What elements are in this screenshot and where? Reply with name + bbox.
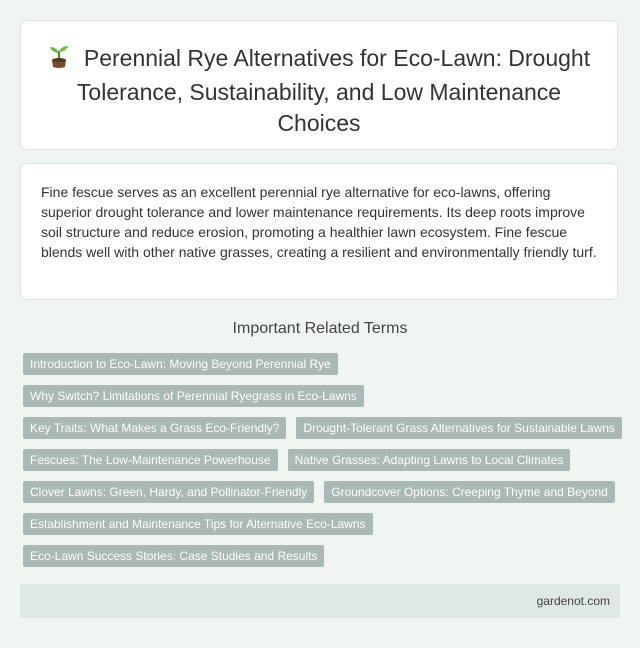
- related-term-tag[interactable]: Drought-Tolerant Grass Alternatives for Sustainable Lawns: [296, 417, 622, 439]
- related-term-tag[interactable]: Introduction to Eco-Lawn: Moving Beyond Perennial Rye: [23, 353, 338, 375]
- page-title: [21, 21, 617, 139]
- related-term-tag[interactable]: Groundcover Options: Creeping Thyme and Beyond: [324, 481, 615, 503]
- sprout-icon: [48, 45, 70, 77]
- footer-site-link[interactable]: gardenot.com: [536, 594, 610, 608]
- related-term-tag[interactable]: Key Traits: What Makes a Grass Eco-Friendly?: [23, 417, 286, 439]
- footer: [20, 584, 620, 618]
- related-terms-list: [20, 353, 623, 567]
- summary-card: [20, 163, 618, 300]
- title-card: [20, 20, 618, 150]
- related-term-tag[interactable]: Why Switch? Limitations of Perennial Ryegrass in Eco-Lawns: [23, 385, 364, 407]
- summary-text: Fine fescue serves as an excellent perennial rye alternative for eco-lawns, offering superior drought tolerance and lower maintenance requirements. Its deep roots improve soil structure and reduce erosion, promoting a healthier lawn ecosystem. Fine fescue blends well with other native grasses, creating a resilient and environmentally friendly turf.: [41, 184, 597, 260]
- related-term-tag[interactable]: Eco-Lawn Success Stories: Case Studies and Results: [23, 545, 324, 567]
- related-term-tag[interactable]: Clover Lawns: Green, Hardy, and Pollinator-Friendly: [23, 481, 314, 503]
- related-term-tag[interactable]: Fescues: The Low-Maintenance Powerhouse: [23, 449, 278, 471]
- related-term-tag[interactable]: Native Grasses: Adapting Lawns to Local Climates: [288, 449, 571, 471]
- related-term-tag[interactable]: Establishment and Maintenance Tips for Alternative Eco-Lawns: [23, 513, 373, 535]
- related-terms-heading: Important Related Terms: [232, 320, 408, 337]
- page-title-text: Perennial Rye Alternatives for Eco-Lawn: Drought Tolerance, Sustainability, and Low Maintenance Choices: [76, 45, 591, 136]
